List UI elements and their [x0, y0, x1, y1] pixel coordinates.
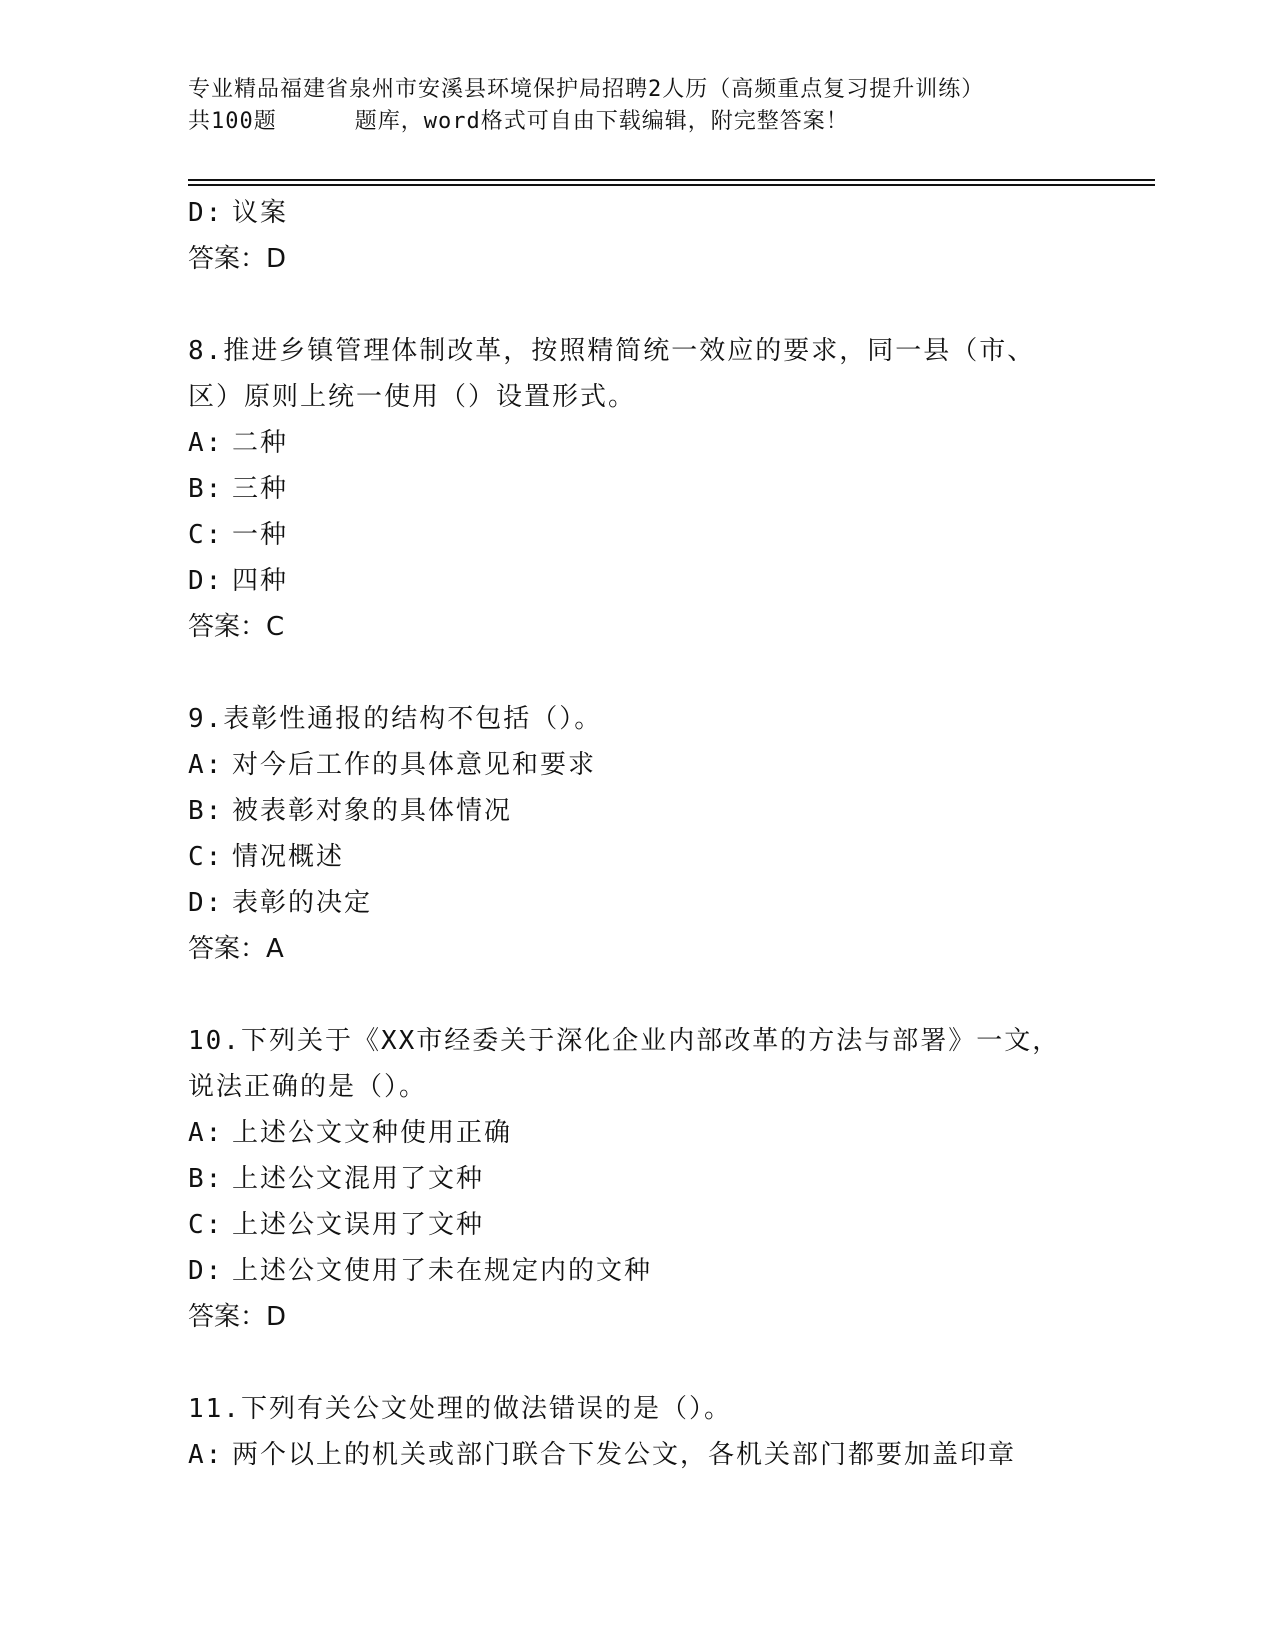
option-a: A: 二种	[188, 428, 289, 458]
header-description: 题库，word格式可自由下载编辑，附完整答案！	[354, 109, 849, 134]
question-text: 10.下列关于《XX市经委关于深化企业内部改革的方法与部署》一文，	[188, 1026, 1061, 1056]
option-d: D: 四种	[188, 566, 289, 596]
question-text-cont: 说法正确的是（）。	[188, 1072, 428, 1102]
option-b: B: 上述公文混用了文种	[188, 1164, 485, 1194]
option-d: D: 表彰的决定	[188, 888, 373, 918]
question-text: 8.推进乡镇管理体制改革，按照精简统一效应的要求，同一县（市、	[188, 336, 1036, 366]
answer-line: 答案：C	[188, 612, 285, 642]
option-c: C: 一种	[188, 520, 289, 550]
question-text-cont: 区）原则上统一使用（）设置形式。	[188, 382, 637, 412]
document-header	[188, 74, 1088, 138]
answer-line: 答案：D	[188, 1302, 287, 1332]
option-a: A: 两个以上的机关或部门联合下发公文，各机关部门都要加盖印章	[188, 1440, 1017, 1470]
question-text: 11.下列有关公文处理的做法错误的是（）。	[188, 1394, 732, 1424]
header-question-count: 共100题	[188, 109, 277, 134]
question-11	[188, 1386, 1148, 1478]
option-d: D: 上述公文使用了未在规定内的文种	[188, 1256, 653, 1286]
option-d: D: 议案	[188, 198, 289, 228]
option-a: A: 上述公文文种使用正确	[188, 1118, 513, 1148]
answer-line: 答案：D	[188, 244, 287, 274]
question-8	[188, 328, 1148, 650]
question-text: 9.表彰性通报的结构不包括（）。	[188, 704, 603, 734]
option-c: C: 上述公文误用了文种	[188, 1210, 485, 1240]
question-9	[188, 696, 1148, 972]
header-rule-top	[188, 179, 1155, 181]
option-a: A: 对今后工作的具体意见和要求	[188, 750, 597, 780]
option-b: B: 被表彰对象的具体情况	[188, 796, 513, 826]
question-10	[188, 1018, 1148, 1340]
header-title-line2	[188, 106, 1088, 138]
option-c: C: 情况概述	[188, 842, 345, 872]
question-list	[188, 190, 1148, 1478]
header-title-line1: 专业精品福建省泉州市安溪县环境保护局招聘2人历（高频重点复习提升训练）	[188, 77, 985, 102]
option-b: B: 三种	[188, 474, 289, 504]
answer-line: 答案：A	[188, 934, 284, 964]
header-rule-bottom	[188, 184, 1155, 186]
